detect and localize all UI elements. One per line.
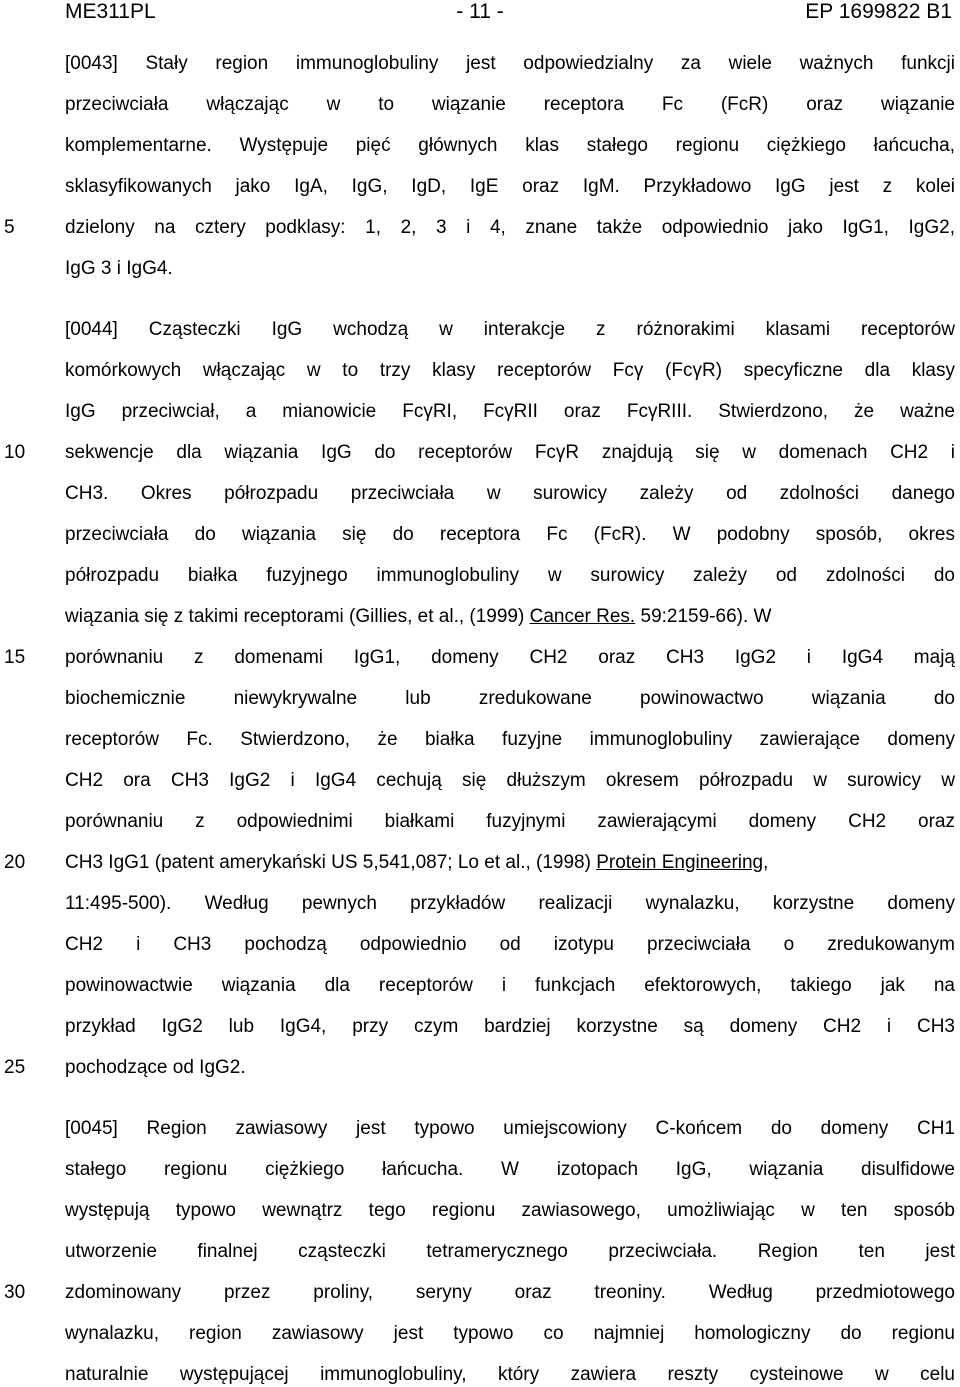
line-text: CH2 i CH3 pochodzą odpowiednio od izotypu przeciwciała o zredukowanym [65,934,955,955]
text-line [65,1363,955,1387]
text-line [65,974,955,998]
line-text: CH3 IgG1 (patent amerykański US 5,541,087; Lo et al., (1998) [65,852,597,873]
text-line [65,216,955,240]
text-line [65,1240,955,1264]
line-text: pochodzące od IgG2. [65,1057,246,1078]
line-text: wynalazku, region zawiasowy jest typowo co najmniej homologiczny do regionu [65,1323,955,1344]
text-line [65,810,955,834]
line-text: porównaniu z domenami IgG1, domeny CH2 oraz CH3 IgG2 i IgG4 mają [65,647,955,668]
text-line [65,441,955,465]
line-text: przykład IgG2 lub IgG4, przy czym bardziej korzystne są domeny CH2 i CH3 [65,1016,955,1037]
text-line [65,359,955,383]
line-text: sklasyfikowanych jako IgA, IgG, IgD, IgE oraz IgM. Przykładowo IgG jest z kolei [65,176,955,197]
margin-line-number: 20 [4,852,26,873]
journal-reference: Cancer Res. [529,606,636,627]
text-line [65,175,955,199]
line-text: przeciwciała do wiązania się do receptora Fc (FcR). W podobny sposób, okres [65,524,955,545]
line-text: IgG 3 i IgG4. [65,258,173,279]
text-line [65,1158,955,1182]
text-line [65,93,955,117]
text-line [65,933,955,957]
text-line [65,605,955,629]
text-line [65,851,955,875]
line-text: komplementarne. Występuje pięć głównych klas stałego regionu ciężkiego łańcucha, [65,135,955,156]
text-line [65,523,955,547]
line-text: komórkowych włączając w to trzy klasy receptorów Fcγ (FcγR) specyficzne dla klasy [65,360,955,381]
line-text: dzielony na cztery podklasy: 1, 2, 3 i 4, znane także odpowiednio jako IgG1, IgG2, [65,217,955,238]
journal-reference: Protein Engineering [596,852,764,873]
line-text: biochemicznie niewykrywalne lub zredukowane powinowactwo wiązania do [65,688,955,709]
margin-line-number: 5 [4,217,15,238]
text-line [65,564,955,588]
doc-code: ME311PL [65,0,156,23]
text-line [65,482,955,506]
text-line [65,646,955,670]
line-text: receptorów Fc. Stwierdzono, że białka fuzyjne immunoglobuliny zawierające domeny [65,729,955,750]
text-line [65,892,955,916]
patent-number: EP 1699822 B1 [805,0,952,23]
line-text-continued: 59:2159-66). W [635,606,772,627]
line-text: 11:495-500). Według pewnych przykładów realizacji wynalazku, korzystne domeny [65,893,955,914]
text-line [65,1117,955,1141]
line-text: występują typowo wewnątrz tego regionu zawiasowego, umożliwiając w ten sposób [65,1200,955,1221]
line-text-continued: , [763,852,769,873]
text-line [65,1199,955,1223]
text-line [65,1015,955,1039]
line-text: wiązania się z takimi receptorami (Gillies, et al., (1999) [65,606,530,627]
text-line [65,400,955,424]
line-text: CH2 ora CH3 IgG2 i IgG4 cechują się dłuższym okresem półrozpadu w surowicy w [65,770,955,791]
line-text: zdominowany przez proliny, seryny oraz treoniny. Według przedmiotowego [65,1282,955,1303]
line-text: stałego regionu ciężkiego łańcucha. W izotopach IgG, wiązania disulfidowe [65,1159,955,1180]
text-line [65,769,955,793]
line-text: półrozpadu białka fuzyjnego immunoglobuliny w surowicy zależy od zdolności do [65,565,955,586]
text-line [65,1281,955,1305]
line-text: przeciwciała włączając w to wiązanie receptora Fc (FcR) oraz wiązanie [65,94,955,115]
line-text: [0044] Cząsteczki IgG wchodzą w interakcje z różnorakimi klasami receptorów [65,319,955,340]
text-line [65,728,955,752]
page-number: - 11 - [456,0,504,23]
line-text: powinowactwie wiązania dla receptorów i funkcjach efektorowych, takiego jak na [65,975,955,996]
text-line [65,1322,955,1346]
line-text: [0043] Stały region immunoglobuliny jest odpowiedzialny za wiele ważnych funkcji [65,53,955,74]
line-text: utworzenie finalnej cząsteczki tetramerycznego przeciwciała. Region ten jest [65,1241,955,1262]
line-text: IgG przeciwciał, a mianowicie FcγRI, FcγRII oraz FcγRIII. Stwierdzono, że ważne [65,401,955,422]
text-line [65,52,955,76]
line-text: porównaniu z odpowiednimi białkami fuzyjnymi zawierającymi domeny CH2 oraz [65,811,955,832]
margin-line-number: 15 [4,647,26,668]
text-line [65,687,955,711]
text-line [65,257,955,281]
line-text: CH3. Okres półrozpadu przeciwciała w surowicy zależy od zdolności danego [65,483,955,504]
line-text: sekwencje dla wiązania IgG do receptorów FcγR znajdują się w domenach CH2 i [65,442,955,463]
margin-line-number: 30 [4,1282,26,1303]
margin-line-number: 25 [4,1057,26,1078]
line-text: [0045] Region zawiasowy jest typowo umiejscowiony C-końcem do domeny CH1 [65,1118,955,1139]
margin-line-number: 10 [4,442,26,463]
text-line [65,1056,955,1080]
text-line [65,134,955,158]
line-text: naturalnie występującej immunoglobuliny, który zawiera reszty cysteinowe w celu [65,1364,955,1385]
text-line [65,318,955,342]
